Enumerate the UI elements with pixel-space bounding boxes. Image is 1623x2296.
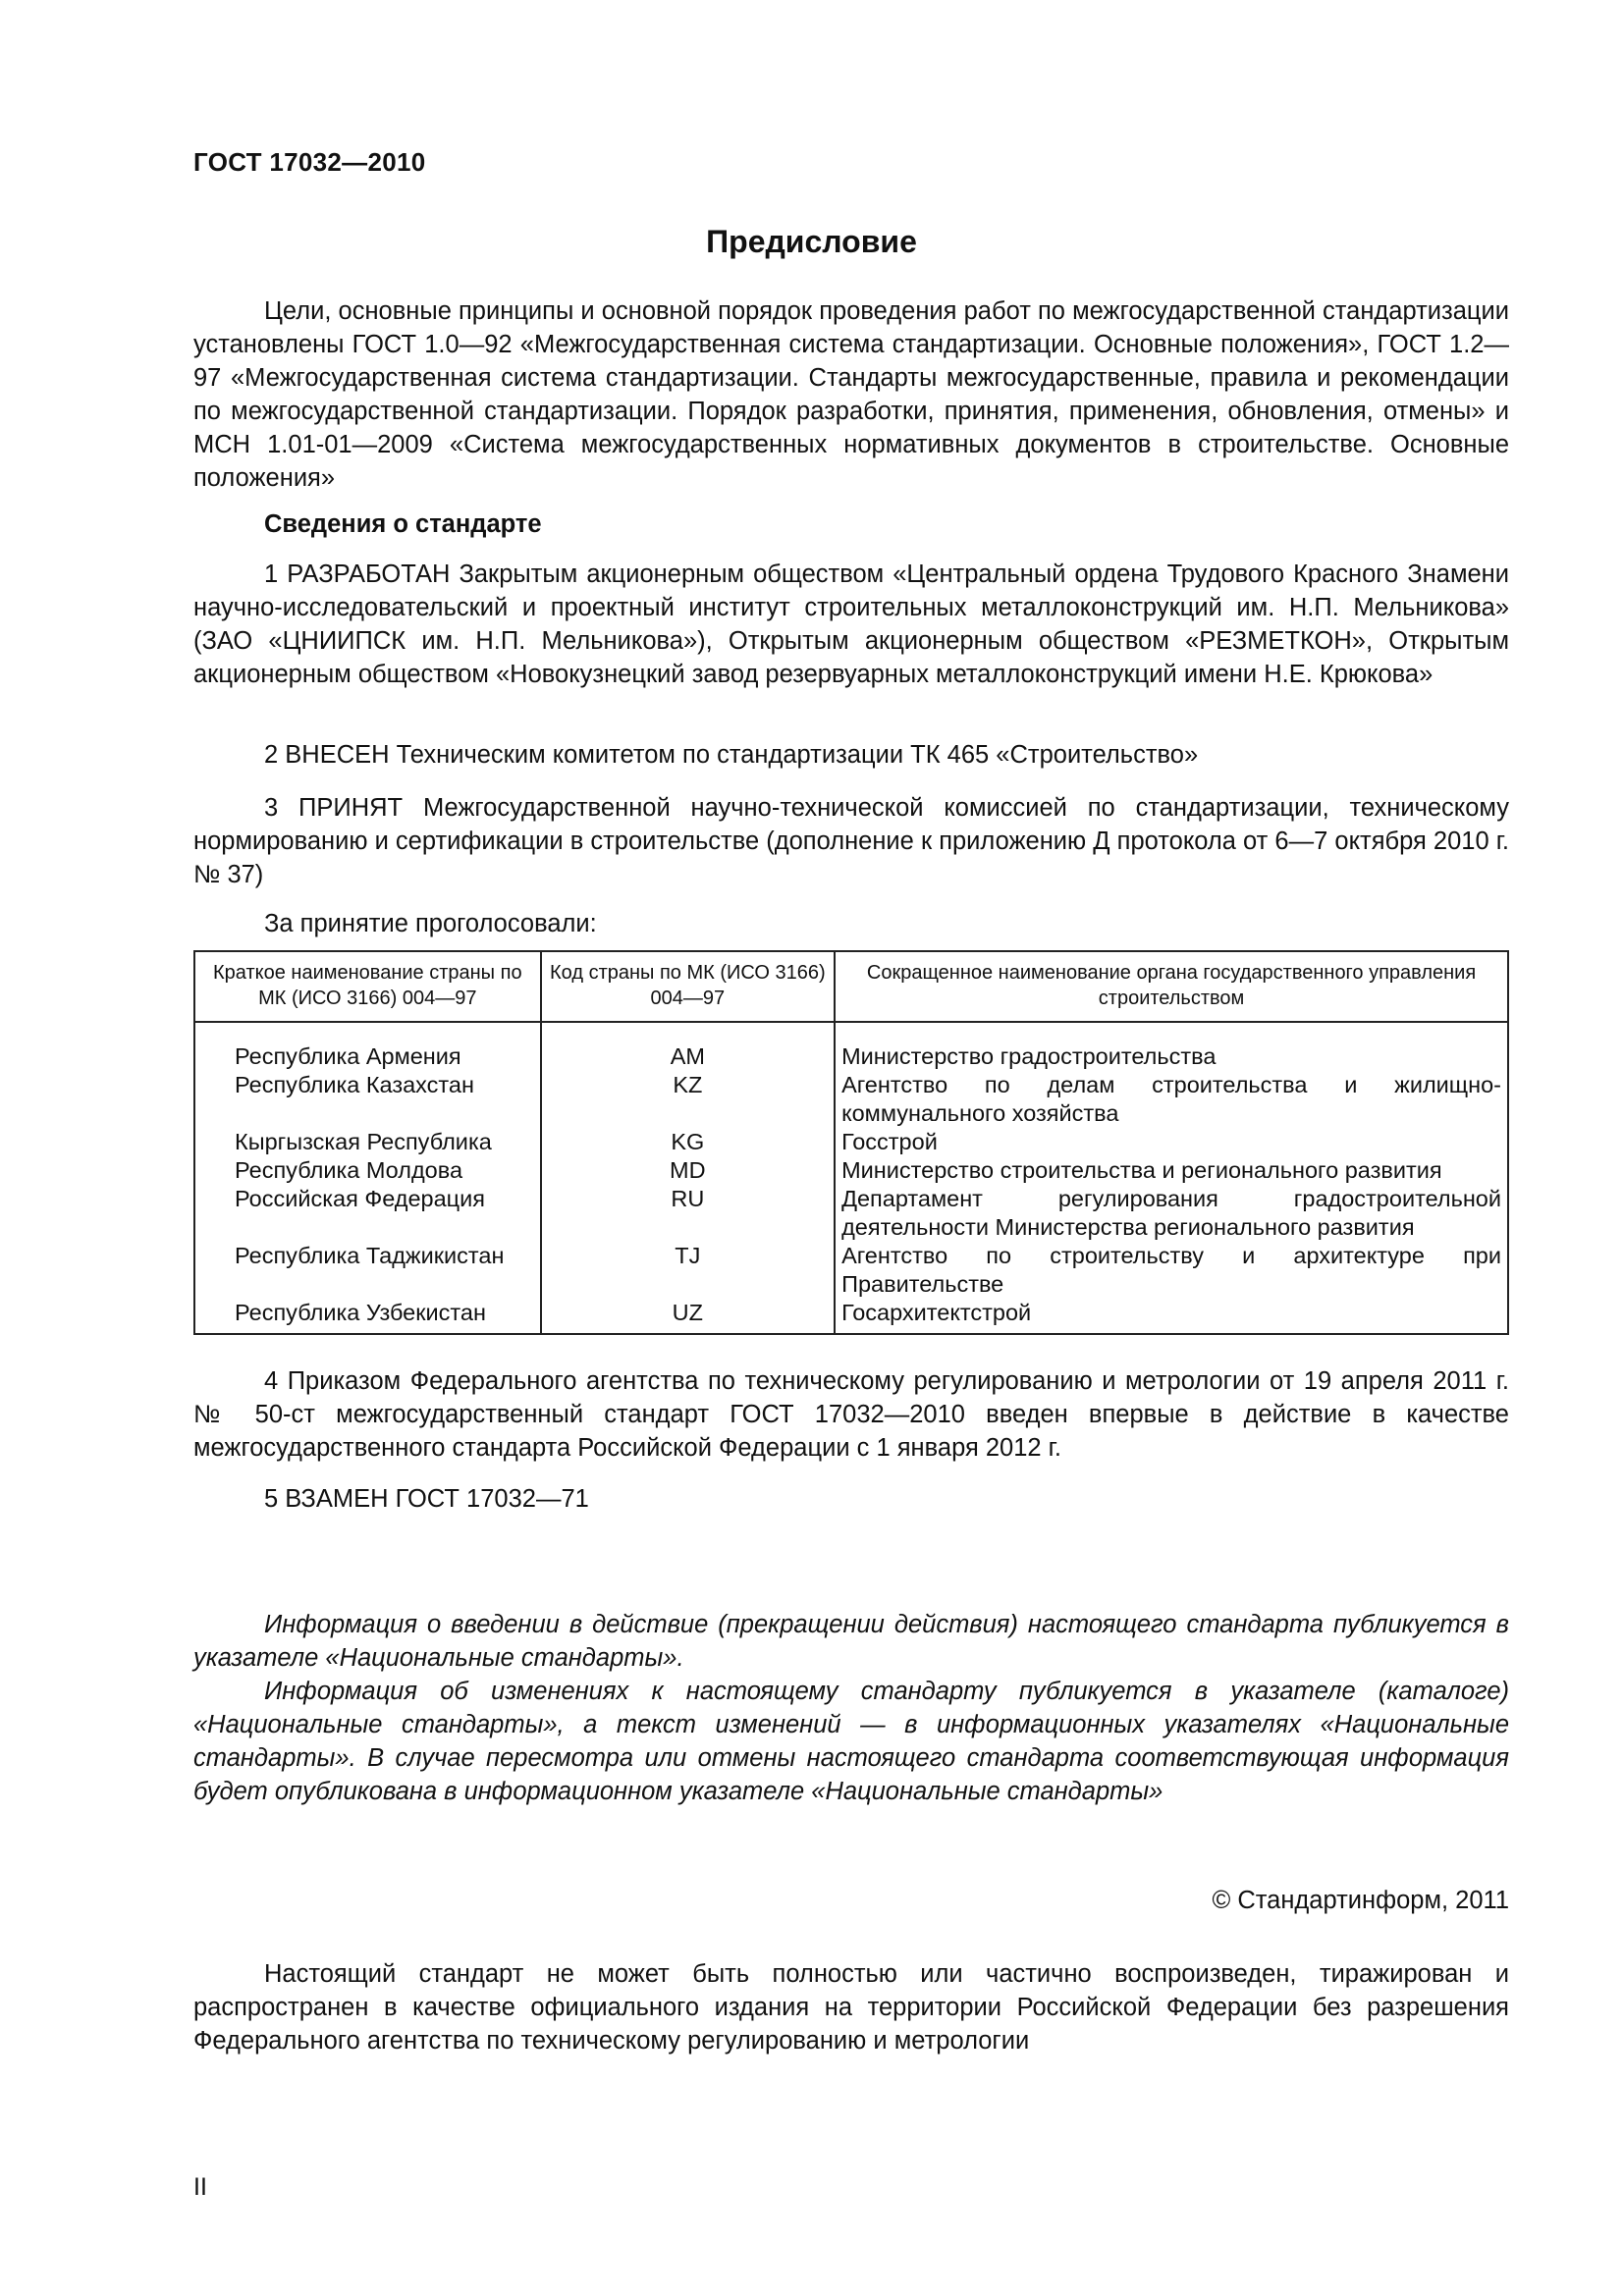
item-5-replaces: 5 ВЗАМЕН ГОСТ 17032—71 bbox=[264, 1485, 589, 1513]
country-cell: Российская Федерация bbox=[194, 1185, 541, 1242]
code-cell: RU bbox=[541, 1185, 835, 1242]
page-number: II bbox=[193, 2173, 207, 2201]
notice-changes: Информация об изменениях к настоящему стандарту публикуется в указателе (каталоге) «Национальные стандарты», а текст изменений — в информационных указателях «Национальные стандарты». В случае пересмотра или отмены настоящего стандарта соответствующая информация будет опубликована в информационном указателе «Национальные стандарты» bbox=[193, 1678, 1509, 1805]
table-row bbox=[194, 1156, 1508, 1185]
item-3-adopted: 3 ПРИНЯТ Межгосударственной научно-технической комиссией по стандартизации, техническому нормированию и сертификации в строительстве (дополнение к приложению Д протокола от 6—7 октября 2010 г. № 37) bbox=[193, 794, 1509, 888]
item-4-enacted: 4 Приказом Федерального агентства по техническому регулированию и метрологии от 19 апреля 2011 г. № 50-ст межгосударственный стандарт ГОСТ 17032—2010 введен впервые в действие в качестве межгосударственного стандарта Российской Федерации с 1 января 2012 г. bbox=[193, 1367, 1509, 1462]
country-cell: Республика Молдова bbox=[194, 1156, 541, 1185]
copyright: © Стандартинформ, 2011 bbox=[1212, 1887, 1509, 1914]
table-row bbox=[194, 1128, 1508, 1156]
code-cell: MD bbox=[541, 1156, 835, 1185]
reproduction-notice: Настоящий стандарт не может быть полностью или частично воспроизведен, тиражирован и распространен в качестве официального издания на территории Российской Федерации без разрешения Федерального агентства по техническому регулированию и метрологии bbox=[193, 1960, 1509, 2055]
code-cell: KG bbox=[541, 1128, 835, 1156]
column-header-country: Краткое наименование страны по МК (ИСО 3166) 004—97 bbox=[194, 951, 541, 1022]
code-cell: AM bbox=[541, 1022, 835, 1071]
authority-cell: Департамент регулирования градостроительной деятельности Министерства регионального развития bbox=[835, 1185, 1508, 1242]
info-heading: Сведения о стандарте bbox=[264, 510, 542, 538]
table-row bbox=[194, 1185, 1508, 1242]
authority-cell: Агентство по строительству и архитектуре при Правительстве bbox=[835, 1242, 1508, 1299]
table-row bbox=[194, 1299, 1508, 1334]
code-cell: TJ bbox=[541, 1242, 835, 1299]
authority-cell: Госстрой bbox=[835, 1128, 1508, 1156]
column-header-body: Сокращенное наименование органа государственного управления строительством bbox=[835, 951, 1508, 1022]
table-header-row bbox=[194, 951, 1508, 1022]
intro-paragraph: Цели, основные принципы и основной порядок проведения работ по межгосударственной стандартизации установлены ГОСТ 1.0—92 «Межгосударственная система стандартизации. Основные положения», ГОСТ 1.2—97 «Межгосударственная система стандартизации. Стандарты межгосударственные, правила и рекомендации по межгосударственной стандартизации. Порядок разработки, принятия, применения, обновления, отмены» и МСН 1.01-01—2009 «Система межгосударственных нормативных документов в строительстве. Основные положения» bbox=[193, 297, 1509, 492]
code-cell: UZ bbox=[541, 1299, 835, 1334]
notice-publication: Информация о введении в действие (прекращении действия) настоящего стандарта публикуется в указателе «Национальные стандарты». bbox=[193, 1611, 1509, 1672]
table-row bbox=[194, 1071, 1508, 1128]
country-cell: Республика Узбекистан bbox=[194, 1299, 541, 1334]
authority-cell: Министерство строительства и регионального развития bbox=[835, 1156, 1508, 1185]
authority-cell: Агентство по делам строительства и жилищно-коммунального хозяйства bbox=[835, 1071, 1508, 1128]
code-cell: KZ bbox=[541, 1071, 835, 1128]
page-title: Предисловие bbox=[706, 224, 917, 259]
item-1-developed: 1 РАЗРАБОТАН Закрытым акционерным обществом «Центральный ордена Трудового Красного Знамени научно-исследовательский и проектный институт строительных металлоконструкций им. Н.П. Мельникова» (ЗАО «ЦНИИПСК им. Н.П. Мельникова»), Открытым акционерным обществом «РЕЗМЕТКОН», Открытым акционерным обществом «Новокузнецкий завод резервуарных металлоконструкций имени Н.Е. Крюкова» bbox=[193, 561, 1509, 688]
item-2-introduced: 2 ВНЕСЕН Техническим комитетом по стандартизации ТК 465 «Строительство» bbox=[264, 741, 1199, 769]
country-cell: Республика Армения bbox=[194, 1022, 541, 1071]
authority-cell: Госархитектстрой bbox=[835, 1299, 1508, 1334]
table-row bbox=[194, 1022, 1508, 1071]
country-cell: Республика Казахстан bbox=[194, 1071, 541, 1128]
authority-cell: Министерство градостроительства bbox=[835, 1022, 1508, 1071]
column-header-code: Код страны по МК (ИСО 3166) 004—97 bbox=[541, 951, 835, 1022]
voting-table bbox=[193, 950, 1509, 1335]
document-code: ГОСТ 17032—2010 bbox=[193, 147, 426, 177]
voted-label: За принятие проголосовали: bbox=[264, 910, 597, 937]
country-cell: Кыргызская Республика bbox=[194, 1128, 541, 1156]
country-cell: Республика Таджикистан bbox=[194, 1242, 541, 1299]
table-row bbox=[194, 1242, 1508, 1299]
